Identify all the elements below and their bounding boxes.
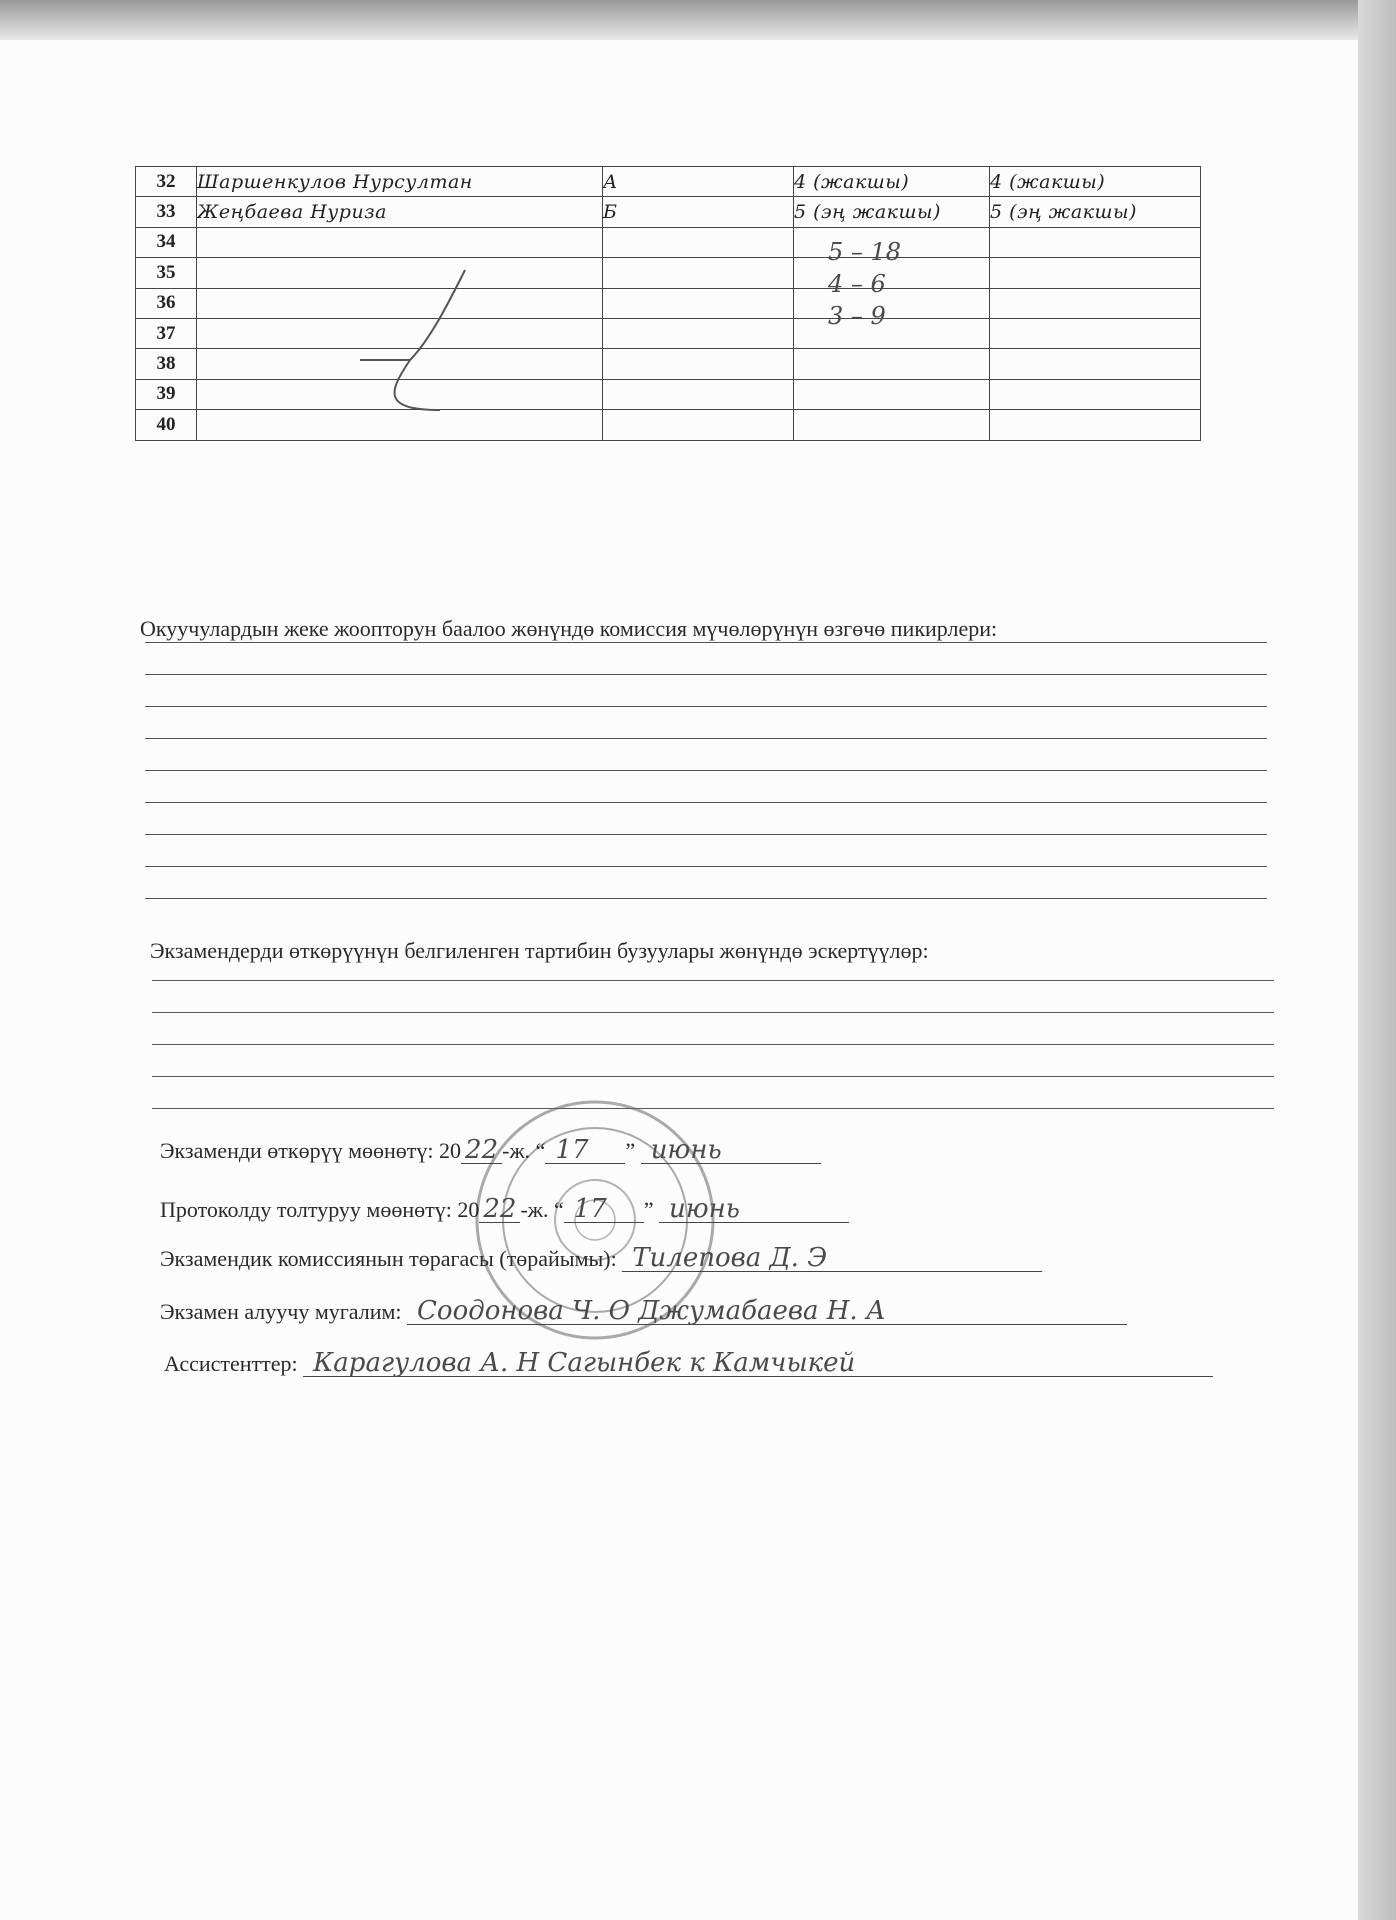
final-grade-cell: [990, 318, 1201, 348]
exam-date-month[interactable]: июнь: [641, 1137, 821, 1164]
violation-line: [152, 980, 1274, 981]
tally-line-3: 3 – 9: [828, 302, 886, 330]
variant-cell: [603, 410, 794, 440]
exam-date-day[interactable]: 17: [545, 1137, 625, 1164]
scan-right-edge: [1358, 0, 1396, 1920]
table-row: [136, 227, 1201, 257]
commission-chair-name[interactable]: Тилепова Д. Э: [622, 1245, 1042, 1272]
tally-line-2: 4 – 6: [828, 270, 886, 298]
comment-line: [145, 770, 1267, 771]
variant-cell: А: [603, 167, 794, 197]
table-row: [136, 167, 1201, 197]
variant-cell: [603, 288, 794, 318]
exam-date-year[interactable]: 22: [461, 1137, 502, 1164]
grade-cell: [794, 349, 990, 379]
comment-line: [145, 898, 1267, 899]
variant-cell: [603, 227, 794, 257]
variant-cell: [603, 349, 794, 379]
comment-line: [145, 642, 1267, 643]
final-grade-cell: [990, 379, 1201, 409]
variant-cell: [603, 318, 794, 348]
row-number: 37: [136, 318, 197, 348]
final-grade-cell: 5 (эң жакшы): [990, 197, 1201, 227]
variant-cell: [603, 258, 794, 288]
grade-cell: [794, 410, 990, 440]
commission-chair-field: Экзамендик комиссиянын төрагасы (төрайымы): Тилепова Д. Э: [160, 1245, 1042, 1272]
violation-line: [152, 1044, 1274, 1045]
comment-line: [145, 802, 1267, 803]
teacher-names[interactable]: Соодонова Ч. О Джумабаева Н. А: [407, 1298, 1127, 1325]
violation-line: [152, 1076, 1274, 1077]
comment-line: [145, 866, 1267, 867]
row-number: 34: [136, 227, 197, 257]
protocol-date-year[interactable]: 22: [479, 1196, 520, 1223]
comment-line: [145, 674, 1267, 675]
student-name: [197, 227, 603, 257]
grades-table: [135, 166, 1201, 441]
variant-cell: [603, 379, 794, 409]
variant-cell: Б: [603, 197, 794, 227]
final-grade-cell: [990, 349, 1201, 379]
comment-line: [145, 706, 1267, 707]
table-row: [136, 410, 1201, 440]
protocol-date-day[interactable]: 17: [564, 1196, 644, 1223]
comment-line: [145, 738, 1267, 739]
assistant-names[interactable]: Карагулова А. Н Сагынбек к Камчыкей: [303, 1350, 1213, 1377]
assistants-field: Ассистенттер: Карагулова А. Н Сагынбек к Камчыкей: [164, 1350, 1213, 1377]
final-grade-cell: [990, 410, 1201, 440]
grade-cell: [794, 379, 990, 409]
grade-cell: [794, 288, 990, 318]
row-number: 36: [136, 288, 197, 318]
teacher-field: Экзамен алуучу мугалим: Соодонова Ч. О Джумабаева Н. А: [160, 1298, 1127, 1325]
protocol-date-field: Протоколду толтуруу мөөнөтү: 20 22 -ж. “ 17 ” июнь: [160, 1196, 849, 1223]
comments-section-title: Окуучулардын жеке жоопторун баалоо жөнүндө комиссия мүчөлөрүнүн өзгөчө пикирлери:: [140, 616, 998, 641]
table-row: [136, 288, 1201, 318]
row-number: 33: [136, 197, 197, 227]
table-row: [136, 318, 1201, 348]
tally-line-1: 5 – 18: [828, 238, 902, 266]
final-grade-cell: [990, 288, 1201, 318]
final-grade-cell: 4 (жакшы): [990, 167, 1201, 197]
z-strike-mark: [350, 260, 490, 420]
violation-line: [152, 1012, 1274, 1013]
student-name: Жеңбаева Нуриза: [197, 197, 603, 227]
final-grade-cell: [990, 227, 1201, 257]
row-number: 32: [136, 167, 197, 197]
grade-cell: [794, 318, 990, 348]
table-row: [136, 379, 1201, 409]
student-name: Шаршенкулов Нурсултан: [197, 167, 603, 197]
row-number: 38: [136, 349, 197, 379]
table-row: [136, 197, 1201, 227]
grade-cell: 4 (жакшы): [794, 167, 990, 197]
row-number: 35: [136, 258, 197, 288]
row-number: 39: [136, 379, 197, 409]
row-number: 40: [136, 410, 197, 440]
table-row: [136, 258, 1201, 288]
exam-date-field: Экзаменди өткөрүү мөөнөтү: 20 22 -ж. “ 17 ” июнь: [160, 1137, 821, 1164]
final-grade-cell: [990, 258, 1201, 288]
violations-section-title: Экзамендерди өткөрүүнүн белгиленген тартибин бузуулары жөнүндө эскертүүлөр:: [150, 938, 929, 963]
protocol-date-month[interactable]: июнь: [659, 1196, 849, 1223]
table-row: [136, 349, 1201, 379]
comment-line: [145, 834, 1267, 835]
grade-cell: 5 (эң жакшы): [794, 197, 990, 227]
scan-top-edge: [0, 0, 1358, 40]
